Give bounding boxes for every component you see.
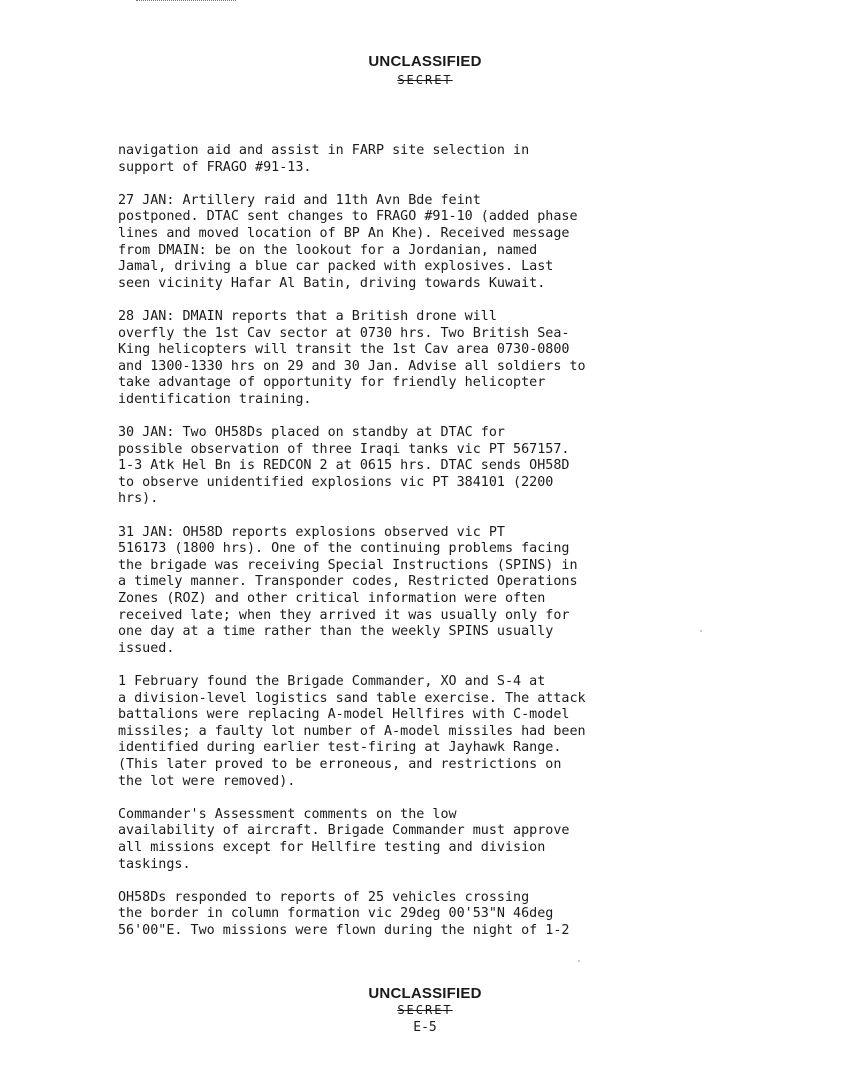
paragraph: Commander's Assessment comments on the low availability of aircraft. Brigade Commander must approve all missions except for Hellfire testing and division taskings. <box>118 806 570 872</box>
scan-artifact <box>136 0 236 4</box>
page-number: E-5 <box>413 1020 437 1035</box>
scan-speck <box>578 960 580 962</box>
document-body <box>118 143 718 956</box>
struck-secret-marking-bottom: SECRET <box>397 1003 453 1017</box>
paragraph: 31 JAN: OH58D reports explosions observed vic PT 516173 (1800 hrs). One of the continuing problems facing the brigade was receiving Special Instructions (SPINS) in a timely manner. Transponder codes, Restricted Operations Zones (ROZ) and other critical information were often received late; when they arrived it was usually only for one day at a time rather than the weekly SPINS usually issued. <box>118 524 578 656</box>
paragraph: 28 JAN: DMAIN reports that a British drone will overfly the 1st Cav sector at 0730 hrs. Two British Sea- King helicopters will transit the 1st Cav area 0730-0800 and 1300-1330 hrs on 29 and 30 Jan. Advise all soldiers to take advantage of opportunity for friendly helicopter identification training. <box>118 308 586 407</box>
scan-speck <box>700 630 702 632</box>
paragraph: 27 JAN: Artillery raid and 11th Avn Bde feint postponed. DTAC sent changes to FRAGO #91-10 (added phase lines and moved location of BP An Khe). Received message from DMAIN: be on the lookout for a Jordanian, named Jamal, driving a blue car packed with explosives. Last seen vicinity Hafar Al Batin, driving towards Kuwait. <box>118 192 578 291</box>
paragraph: navigation aid and assist in FARP site selection in support of FRAGO #91-13. <box>118 143 530 175</box>
paragraph: 1 February found the Brigade Commander, XO and S-4 at a division-level logistics sand table exercise. The attack battalions were replacing A-model Hellfires with C-model missiles; a faulty lot number of A-model missiles had been identified during earlier test-firing at Jayhawk Range. (This later proved to be erroneous, and restrictions on the lot were removed). <box>118 674 586 789</box>
classification-header: UNCLASSIFIED <box>368 53 482 70</box>
paragraph: 30 JAN: Two OH58Ds placed on standby at DTAC for possible observation of three Iraqi tanks vic PT 567157. 1-3 Atk Hel Bn is REDCON 2 at 0615 hrs. DTAC sends OH58D to observe unidentified explosions vic PT 384101 (2200 hrs). <box>118 425 570 507</box>
paragraph: OH58Ds responded to reports of 25 vehicles crossing the border in column formation vic 29deg 00'53"N 46deg 56'00"E. Two missions were flown during the night of 1-2 <box>118 889 570 938</box>
struck-secret-marking-top: SECRET <box>397 73 453 87</box>
classification-footer: UNCLASSIFIED <box>368 985 482 1002</box>
